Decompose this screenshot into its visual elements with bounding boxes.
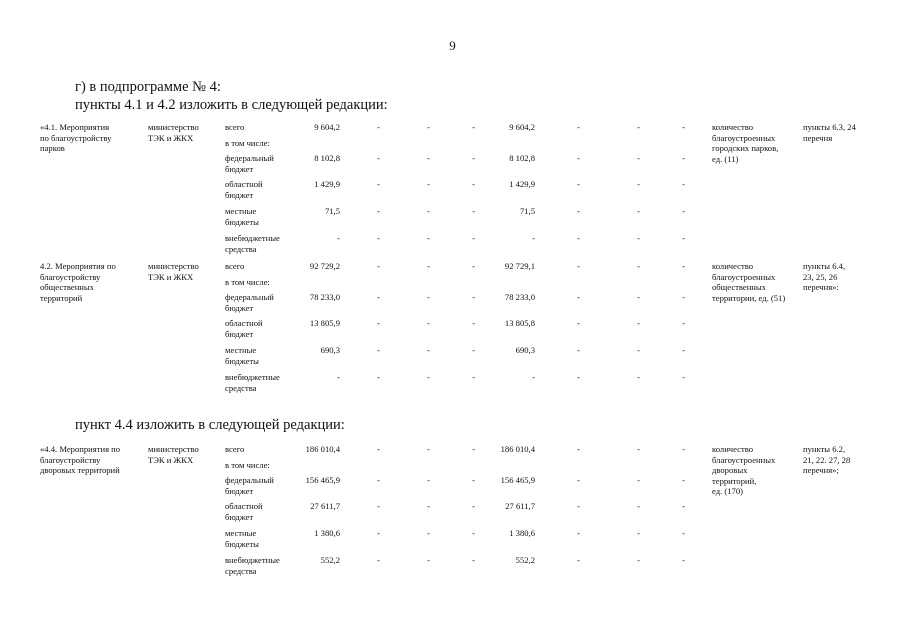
funding-value: 13 805,8 <box>504 318 535 328</box>
funding-value: - <box>427 233 430 243</box>
funding-source: местные бюджеты <box>225 528 259 549</box>
funding-value: - <box>472 153 475 163</box>
funding-source: местные бюджеты <box>225 345 259 366</box>
funding-value: - <box>377 206 380 216</box>
funding-value: 27 611,7 <box>310 501 340 511</box>
funding-value: - <box>377 444 380 454</box>
funding-value: 1 380,6 <box>314 528 340 538</box>
funding-value: - <box>682 292 685 302</box>
funding-value: 156 465,9 <box>500 475 535 485</box>
funding-source: федеральный бюджет <box>225 475 274 496</box>
funding-value: - <box>577 153 580 163</box>
funding-value: - <box>472 555 475 565</box>
funding-value: 27 611,7 <box>505 501 535 511</box>
funding-value: - <box>577 475 580 485</box>
funding-value: - <box>377 122 380 132</box>
funding-value: - <box>427 292 430 302</box>
funding-value: - <box>377 153 380 163</box>
funding-value: - <box>637 475 640 485</box>
funding-value: 8 102,8 <box>314 153 340 163</box>
funding-value: - <box>577 206 580 216</box>
funding-value: - <box>637 179 640 189</box>
funding-source: всего <box>225 122 245 132</box>
funding-value: - <box>427 153 430 163</box>
funding-value: 9 604,2 <box>509 122 535 132</box>
funding-value: - <box>682 233 685 243</box>
funding-value: - <box>377 233 380 243</box>
executor: министерство ТЭК и ЖКХ <box>148 122 199 143</box>
funding-value: 8 102,8 <box>509 153 535 163</box>
funding-value: - <box>337 233 340 243</box>
funding-value: - <box>577 345 580 355</box>
funding-value: - <box>577 444 580 454</box>
funding-source: внебюджетные средства <box>225 233 280 254</box>
funding-value: - <box>337 372 340 382</box>
funding-value: - <box>682 122 685 132</box>
measure-name: 4.2. Мероприятия по благоустройству общественных территорий <box>40 261 116 303</box>
funding-value: - <box>427 345 430 355</box>
funding-value: - <box>637 528 640 538</box>
funding-value: - <box>427 122 430 132</box>
funding-value: 552,2 <box>515 555 535 565</box>
funding-source: областной бюджет <box>225 318 263 339</box>
funding-source: федеральный бюджет <box>225 292 274 313</box>
section-heading-4-4: пункт 4.4 изложить в следующей редакции: <box>75 417 345 433</box>
funding-value: - <box>577 501 580 511</box>
funding-value: - <box>682 372 685 382</box>
funding-value: - <box>427 501 430 511</box>
funding-source: в том числе: <box>225 460 270 470</box>
executor: министерство ТЭК и ЖКХ <box>148 444 199 465</box>
funding-value: - <box>577 528 580 538</box>
funding-value: - <box>637 318 640 328</box>
funding-source: федеральный бюджет <box>225 153 274 174</box>
funding-source: в том числе: <box>225 138 270 148</box>
funding-value: - <box>682 179 685 189</box>
funding-source: внебюджетные средства <box>225 372 280 393</box>
funding-value: - <box>682 261 685 271</box>
funding-value: - <box>637 233 640 243</box>
funding-value: - <box>377 475 380 485</box>
funding-value: - <box>427 555 430 565</box>
funding-value: - <box>637 501 640 511</box>
funding-value: - <box>472 292 475 302</box>
list-reference: пункты 6.3, 24 перечня <box>803 122 856 143</box>
funding-value: 1 380,6 <box>509 528 535 538</box>
funding-value: - <box>377 555 380 565</box>
funding-value: 690,3 <box>320 345 340 355</box>
funding-value: - <box>682 555 685 565</box>
funding-value: 13 805,9 <box>309 318 340 328</box>
funding-value: - <box>472 372 475 382</box>
funding-value: 1 429,9 <box>509 179 535 189</box>
funding-value: - <box>472 528 475 538</box>
funding-value: - <box>577 318 580 328</box>
funding-value: - <box>377 528 380 538</box>
funding-value: - <box>377 179 380 189</box>
funding-source: в том числе: <box>225 277 270 287</box>
funding-value: - <box>427 444 430 454</box>
funding-value: - <box>577 292 580 302</box>
funding-value: 186 010,4 <box>305 444 340 454</box>
funding-value: - <box>682 345 685 355</box>
funding-value: - <box>637 292 640 302</box>
funding-value: - <box>682 444 685 454</box>
funding-value: - <box>577 233 580 243</box>
funding-value: - <box>472 233 475 243</box>
funding-value: 71,5 <box>324 206 340 216</box>
funding-value: - <box>577 372 580 382</box>
funding-value: 552,2 <box>320 555 340 565</box>
funding-value: - <box>637 444 640 454</box>
funding-value: - <box>472 122 475 132</box>
funding-value: - <box>377 372 380 382</box>
funding-value: - <box>637 555 640 565</box>
funding-value: - <box>637 261 640 271</box>
funding-value: - <box>577 179 580 189</box>
funding-value: 690,3 <box>515 345 535 355</box>
funding-value: - <box>637 345 640 355</box>
funding-value: - <box>577 122 580 132</box>
funding-source: всего <box>225 261 245 271</box>
funding-value: 186 010,4 <box>500 444 535 454</box>
funding-value: - <box>637 122 640 132</box>
list-reference: пункты 6.2, 21, 22. 27, 28 перечня»; <box>803 444 851 475</box>
funding-value: - <box>472 475 475 485</box>
measure-name: «4.1. Мероприятия по благоустройству парков <box>40 122 112 153</box>
funding-value: - <box>472 444 475 454</box>
funding-value: - <box>472 501 475 511</box>
funding-value: 92 729,2 <box>309 261 340 271</box>
funding-value: - <box>637 372 640 382</box>
funding-value: - <box>472 318 475 328</box>
page-number: 9 <box>449 38 456 53</box>
funding-source: внебюджетные средства <box>225 555 280 576</box>
target-indicator: количество благоустроенных дворовых территорий, ед. (170) <box>712 444 776 496</box>
funding-source: областной бюджет <box>225 501 263 522</box>
funding-source: местные бюджеты <box>225 206 259 227</box>
funding-value: 92 729,1 <box>504 261 535 271</box>
funding-value: - <box>427 206 430 216</box>
funding-value: - <box>682 475 685 485</box>
funding-source: областной бюджет <box>225 179 263 200</box>
funding-value: - <box>427 261 430 271</box>
funding-value: - <box>427 179 430 189</box>
funding-value: - <box>637 153 640 163</box>
target-indicator: количество благоустроенных общественных территории, ед. (51) <box>712 261 786 303</box>
executor: министерство ТЭК и ЖКХ <box>148 261 199 282</box>
funding-value: - <box>377 292 380 302</box>
funding-value: 78 233,0 <box>504 292 535 302</box>
funding-value: - <box>682 528 685 538</box>
funding-value: - <box>637 206 640 216</box>
list-reference: пункты 6.4, 23, 25, 26 перечня»: <box>803 261 846 292</box>
funding-value: - <box>472 206 475 216</box>
funding-value: - <box>532 233 535 243</box>
target-indicator: количество благоустроенных городских парков, ед. (11) <box>712 122 779 164</box>
measure-name: «4.4. Мероприятия по благоустройству дворовых территорий <box>40 444 121 475</box>
funding-value: - <box>377 261 380 271</box>
funding-source: всего <box>225 444 245 454</box>
section-heading-4-1-4-2: пункты 4.1 и 4.2 изложить в следующей редакции: <box>75 97 388 113</box>
funding-value: 156 465,9 <box>305 475 340 485</box>
funding-value: - <box>682 153 685 163</box>
subprogram-heading: г) в подпрограмме № 4: <box>75 79 221 95</box>
funding-value: - <box>427 528 430 538</box>
funding-value: 78 233,0 <box>309 292 340 302</box>
funding-value: - <box>377 501 380 511</box>
funding-value: - <box>472 261 475 271</box>
funding-value: - <box>577 555 580 565</box>
funding-value: - <box>472 345 475 355</box>
funding-value: - <box>377 318 380 328</box>
funding-value: - <box>472 179 475 189</box>
funding-value: - <box>427 372 430 382</box>
funding-value: - <box>532 372 535 382</box>
funding-value: - <box>427 475 430 485</box>
funding-value: - <box>682 318 685 328</box>
funding-value: 1 429,9 <box>314 179 340 189</box>
funding-value: - <box>577 261 580 271</box>
funding-value: - <box>682 206 685 216</box>
funding-value: - <box>682 501 685 511</box>
funding-value: - <box>427 318 430 328</box>
funding-value: - <box>377 345 380 355</box>
funding-value: 71,5 <box>519 206 535 216</box>
funding-value: 9 604,2 <box>314 122 340 132</box>
